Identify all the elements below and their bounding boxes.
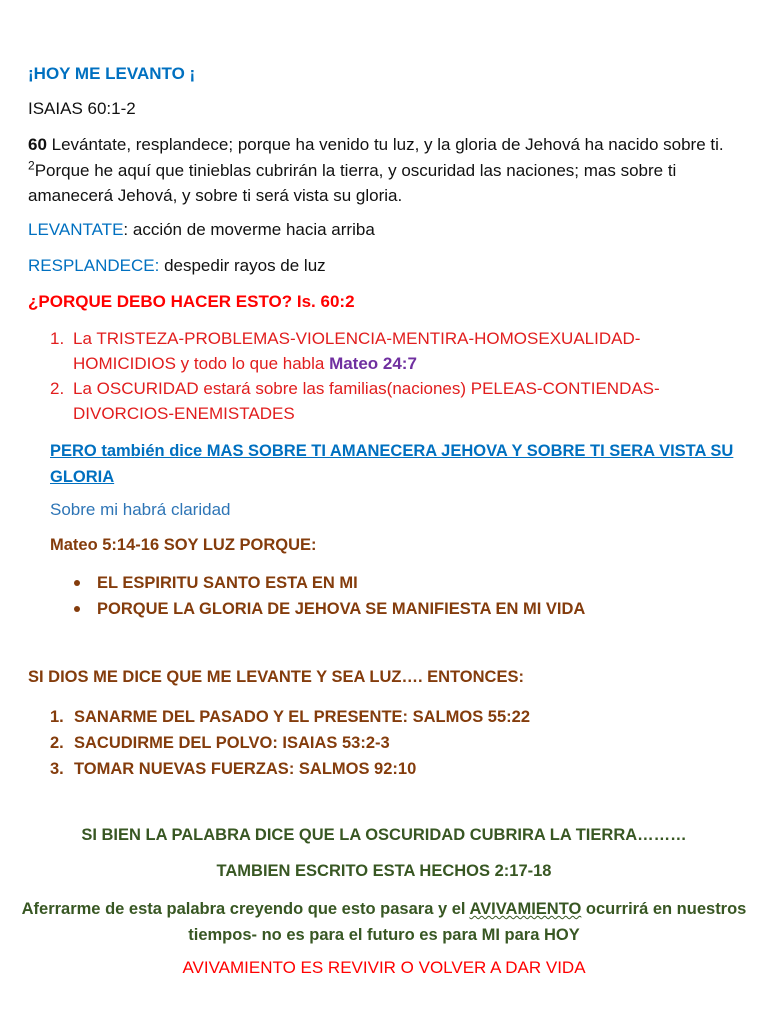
step-text: SANARME DEL PASADO Y EL PRESENTE: SALMOS 55:22: [74, 708, 530, 726]
verse-number-2: 2: [28, 157, 35, 172]
steps-list: [50, 704, 530, 782]
reason-reference: Mateo 24:7: [329, 354, 417, 373]
question-heading: ¿PORQUE DEBO HACER ESTO? Is. 60:2: [28, 292, 355, 311]
bullet-icon: [74, 606, 80, 612]
pero-statement: PERO también dice MAS SOBRE TI AMANECERA JEHOVA Y SOBRE TI SERA VISTA SU GLORIA: [50, 442, 734, 486]
aferrarme-paragraph: [0, 896, 768, 948]
avivamiento-word: AVIVAMIENTO: [469, 900, 582, 918]
list-number: 1.: [50, 708, 64, 726]
step-text: SACUDIRME DEL POLVO: ISAIAS 53:2-3: [74, 734, 390, 752]
bullet-icon: [74, 580, 80, 586]
reason-text: La OSCURIDAD estará sobre las familias(naciones) PELEAS-CONTIENDAS-DIVORCIOS-ENEMISTADES: [73, 379, 660, 423]
definition-meaning: despedir rayos de luz: [164, 256, 326, 275]
list-item: [50, 326, 720, 376]
verse-text-1: Levántate, resplandece; porque ha venido tu luz, y la gloria de Jehová ha nacido sobre ti.: [46, 135, 724, 154]
document-title: ¡HOY ME LEVANTO ¡: [28, 64, 196, 83]
verse-number-60: 60: [28, 135, 47, 154]
reasons-list: [50, 326, 720, 426]
definition-term: LEVANTATE: [28, 220, 124, 239]
reason-text: La TRISTEZA-PROBLEMAS-VIOLENCIA-MENTIRA-HOMOSEXUALIDAD-HOMICIDIOS y todo lo que habla: [73, 329, 641, 373]
list-item: [74, 596, 585, 622]
verse-text-2: Porque he aquí que tinieblas cubrirán la tierra, y oscuridad las naciones; mas sobre ti amanecerá Jehová, y sobre ti será vista su gloria.: [28, 160, 677, 205]
list-item: [50, 704, 530, 730]
si-dios-heading: SI DIOS ME DICE QUE ME LEVANTE Y SEA LUZ…. ENTONCES:: [28, 668, 524, 686]
list-item: [50, 756, 530, 782]
bullet-text: PORQUE LA GLORIA DE JEHOVA SE MANIFIESTA EN MI VIDA: [97, 600, 586, 618]
tambien-line: TAMBIEN ESCRITO ESTA HECHOS 2:17-18: [216, 862, 552, 880]
definition-separator: :: [123, 220, 133, 239]
bullet-list: [74, 570, 585, 622]
aferrarme-text-after: ocurrirá en nuestros tiempos- no es para el futuro es para MI para HOY: [188, 900, 747, 944]
list-number: 1.: [50, 329, 65, 348]
definition-resplandece: [28, 256, 326, 276]
aferrarme-text-before: Aferrarme de esta palabra creyendo que esto pasara y el: [21, 900, 470, 918]
definition-levantate: [28, 220, 375, 240]
claridad-line: Sobre mi habrá claridad: [50, 500, 231, 519]
mateo-heading: Mateo 5:14-16 SOY LUZ PORQUE:: [50, 536, 317, 554]
list-number: 3.: [50, 760, 64, 778]
scripture-reference: ISAIAS 60:1-2: [28, 99, 136, 118]
list-number: 2.: [50, 379, 65, 398]
list-item: [50, 730, 530, 756]
si-bien-line: SI BIEN LA PALABRA DICE QUE LA OSCURIDAD CUBRIRA LA TIERRA………: [81, 826, 687, 844]
bullet-text: EL ESPIRITU SANTO ESTA EN MI: [97, 574, 358, 592]
verse-paragraph: [28, 132, 740, 209]
list-number: 2.: [50, 734, 64, 752]
definition-term: RESPLANDECE:: [28, 256, 160, 275]
list-item: [74, 570, 585, 596]
avivamiento-definition: AVIVAMIENTO ES REVIVIR O VOLVER A DAR VIDA: [182, 958, 586, 977]
step-text: TOMAR NUEVAS FUERZAS: SALMOS 92:10: [74, 760, 417, 778]
list-item: [50, 376, 720, 426]
definition-meaning: acción de moverme hacia arriba: [132, 220, 375, 239]
